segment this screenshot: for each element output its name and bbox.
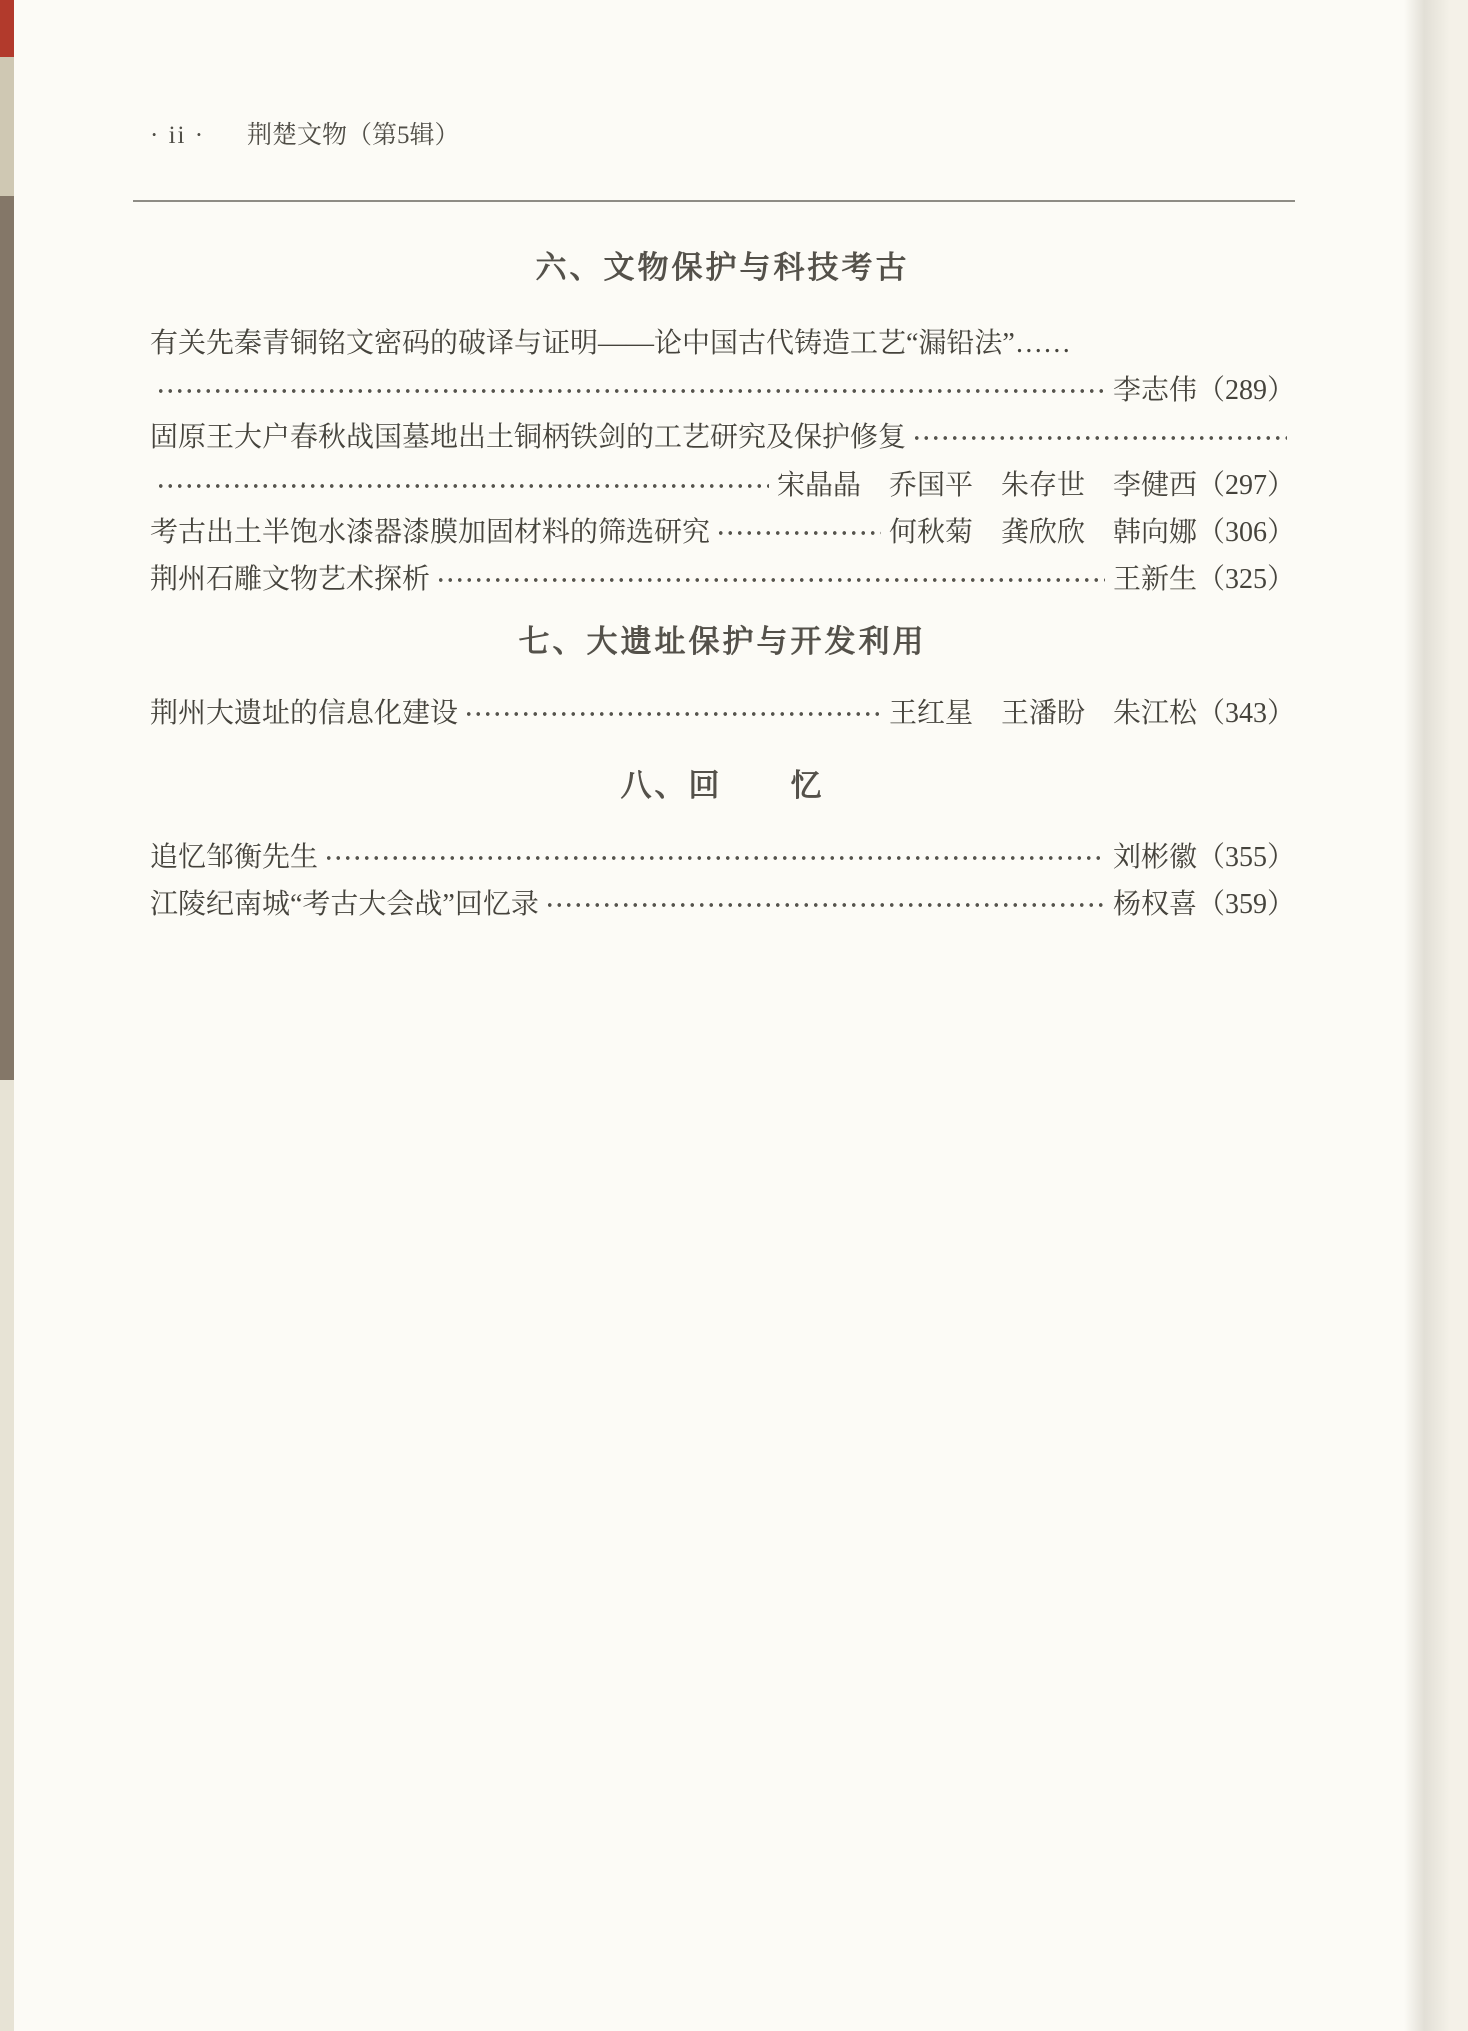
toc-entry-title: 固原王大户春秋战国墓地出土铜柄铁剑的工艺研究及保护修复 xyxy=(150,422,907,453)
section-heading-6: 六、文物保护与科技考古 xyxy=(535,250,910,285)
toc-entry-line xyxy=(150,694,1295,734)
spine-strip-middle xyxy=(0,196,14,1080)
toc-entry-line xyxy=(150,513,1295,553)
toc-entry-authors: 王新生 xyxy=(1112,564,1197,595)
toc-entry-line xyxy=(150,418,1295,458)
toc-entry-title: 考古出土半饱水漆器漆膜加固材料的筛选研究 xyxy=(150,517,711,548)
spine-strip-bottom xyxy=(0,1080,14,2031)
running-title: 荆楚文物（第5辑） xyxy=(247,122,460,149)
toc-entry-authors: 刘彬徽 xyxy=(1112,842,1197,873)
toc-entry-page-number: （343） xyxy=(1196,698,1295,729)
toc-entry-authors: 杨权喜 xyxy=(1112,889,1197,920)
spine-strip-top xyxy=(0,57,14,196)
toc-entry-title: 荆州石雕文物艺术探析 xyxy=(150,564,431,595)
toc-entry-title: 荆州大遗址的信息化建设 xyxy=(150,698,459,729)
running-header xyxy=(150,116,1295,156)
dot-leader xyxy=(156,466,769,506)
dot-leader xyxy=(716,513,881,553)
toc-entry-page-number: （306） xyxy=(1196,517,1295,548)
section-heading-8: 八、回 忆 xyxy=(620,768,825,803)
toc-entry-page-number: （325） xyxy=(1196,564,1295,595)
dot-leader xyxy=(436,560,1105,600)
spine-red-mark xyxy=(0,0,14,57)
toc-entry-title: 追忆邹衡先生 xyxy=(150,842,319,873)
toc-entry-title: 有关先秦青铜铭文密码的破译与证明——论中国古代铸造工艺“漏铅法”…… xyxy=(150,328,1071,359)
dot-leader xyxy=(464,694,881,734)
dot-leader xyxy=(156,371,1105,411)
toc-entry-line xyxy=(150,324,1295,364)
toc-entry-authors: 何秋菊 龚欣欣 韩向娜 xyxy=(888,517,1197,548)
toc-entry-line xyxy=(150,371,1295,411)
toc-entry-authors: 王红星 王潘盼 朱江松 xyxy=(888,698,1197,729)
section-heading-7: 七、大遗址保护与开发利用 xyxy=(518,624,927,659)
toc-page-content xyxy=(150,0,1295,2031)
toc-entry-line xyxy=(150,560,1295,600)
header-rule xyxy=(133,200,1295,202)
toc-entry-page-number: （297） xyxy=(1196,470,1295,501)
toc-entry-line xyxy=(150,838,1295,878)
toc-entry-line xyxy=(150,885,1295,925)
toc-entry-page-number: （355） xyxy=(1196,842,1295,873)
dot-leader xyxy=(545,885,1105,925)
toc-entry-page-number: （289） xyxy=(1196,375,1295,406)
toc-entry-authors: 李志伟 xyxy=(1112,375,1197,406)
dot-leader xyxy=(912,418,1287,458)
toc-entry-line xyxy=(150,466,1295,506)
toc-entry-page-number: （359） xyxy=(1196,889,1295,920)
folio-page-number: · ii · xyxy=(150,122,206,149)
dot-leader xyxy=(324,838,1105,878)
book-fore-edge xyxy=(1404,0,1468,2031)
toc-entry-authors: 宋晶晶 乔国平 朱存世 李健西 xyxy=(776,470,1197,501)
toc-entry-title: 江陵纪南城“考古大会战”回忆录 xyxy=(150,889,539,920)
